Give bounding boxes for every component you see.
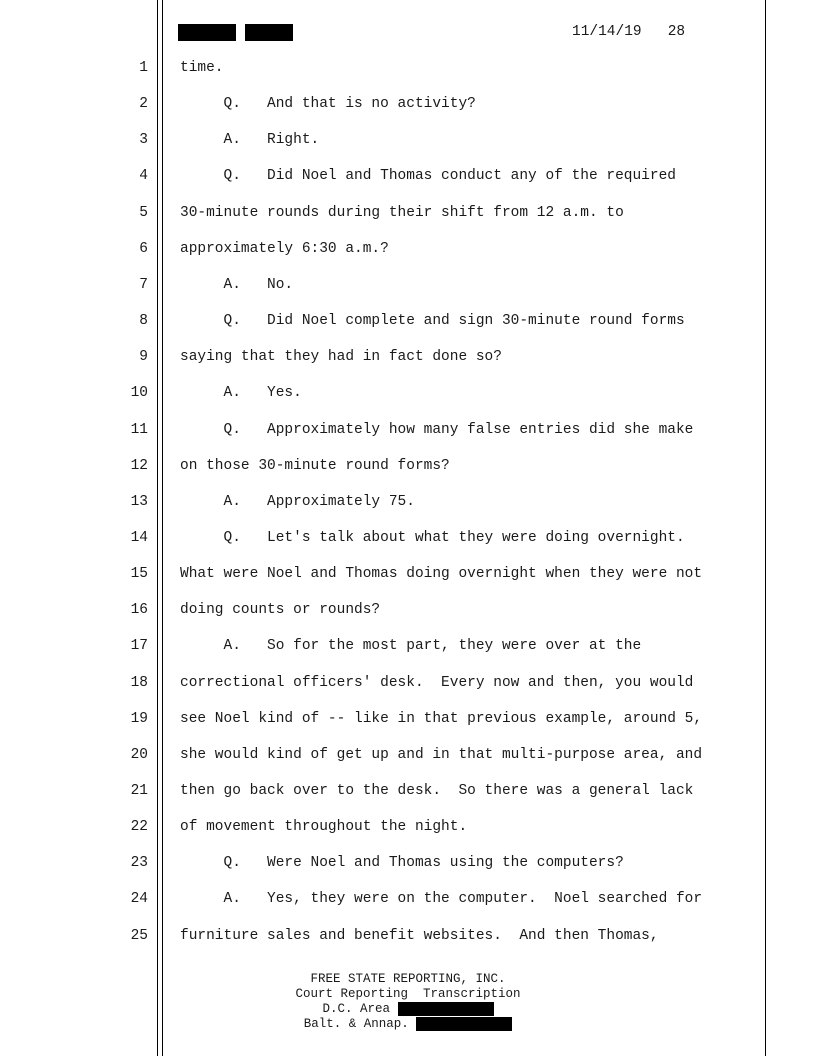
line-number: 17 bbox=[130, 638, 148, 654]
header-date: 11/14/19 bbox=[572, 24, 642, 40]
footer-company: FREE STATE REPORTING, INC. bbox=[310, 972, 506, 986]
line-number: 5 bbox=[139, 205, 148, 221]
transcript-line: A. Approximately 75. bbox=[180, 494, 415, 510]
line-number: 7 bbox=[139, 277, 148, 293]
line-number: 3 bbox=[139, 132, 148, 148]
transcript-line: Q. And that is no activity? bbox=[180, 96, 476, 112]
line-number: 4 bbox=[139, 168, 148, 184]
transcript-line: Q. Did Noel complete and sign 30-minute round forms bbox=[180, 313, 685, 329]
transcript-line: approximately 6:30 a.m.? bbox=[180, 241, 389, 257]
line-number: 15 bbox=[130, 566, 148, 582]
line-number: 6 bbox=[139, 241, 148, 257]
line-number: 10 bbox=[130, 385, 148, 401]
footer-balt-label: Balt. & Annap. bbox=[303, 1017, 409, 1031]
line-number: 20 bbox=[130, 747, 148, 763]
transcript-line: Q. Did Noel and Thomas conduct any of the required bbox=[180, 168, 676, 184]
transcript-line: time. bbox=[180, 60, 224, 76]
footer-balt-redaction bbox=[416, 1017, 512, 1031]
footer-dc-area bbox=[0, 1002, 816, 1016]
transcript-line: then go back over to the desk. So there was a general lack bbox=[180, 783, 694, 799]
transcript-line: correctional officers' desk. Every now and then, you would bbox=[180, 675, 694, 691]
transcript-line: A. So for the most part, they were over at the bbox=[180, 638, 642, 654]
transcript-line: saying that they had in fact done so? bbox=[180, 349, 502, 365]
transcript-line: doing counts or rounds? bbox=[180, 602, 381, 618]
line-number: 8 bbox=[139, 313, 148, 329]
transcript-line: Q. Approximately how many false entries did she make bbox=[180, 422, 694, 438]
transcript-line: A. Right. bbox=[180, 132, 320, 148]
transcript-line: Q. Were Noel and Thomas using the computers? bbox=[180, 855, 624, 871]
line-number: 25 bbox=[130, 928, 148, 944]
line-number: 12 bbox=[130, 458, 148, 474]
transcript-line: furniture sales and benefit websites. And then Thomas, bbox=[180, 928, 659, 944]
transcript-line: A. Yes. bbox=[180, 385, 302, 401]
transcript-line: Q. Let's talk about what they were doing overnight. bbox=[180, 530, 685, 546]
line-number: 16 bbox=[130, 602, 148, 618]
line-number: 23 bbox=[130, 855, 148, 871]
transcript-line: of movement throughout the night. bbox=[180, 819, 468, 835]
footer-dc-redaction bbox=[398, 1002, 494, 1016]
left-margin-rule-outer bbox=[157, 0, 158, 1056]
transcript-line: 30-minute rounds during their shift from 12 a.m. to bbox=[180, 205, 624, 221]
header-redaction-1 bbox=[178, 24, 236, 41]
transcript-line: A. No. bbox=[180, 277, 294, 293]
line-number: 19 bbox=[130, 711, 148, 727]
line-number: 18 bbox=[130, 675, 148, 691]
transcript-line: on those 30-minute round forms? bbox=[180, 458, 450, 474]
line-number: 22 bbox=[130, 819, 148, 835]
page-header bbox=[572, 24, 685, 40]
left-margin-rule-inner bbox=[162, 0, 163, 1056]
line-number: 14 bbox=[130, 530, 148, 546]
transcript-line: A. Yes, they were on the computer. Noel searched for bbox=[180, 891, 703, 907]
line-number: 2 bbox=[139, 96, 148, 112]
transcript-line: see Noel kind of -- like in that previous example, around 5, bbox=[180, 711, 703, 727]
line-number: 9 bbox=[139, 349, 148, 365]
footer-balt-area bbox=[0, 1017, 816, 1031]
header-redaction-2 bbox=[245, 24, 293, 41]
footer-services: Court Reporting Transcription bbox=[295, 987, 521, 1001]
line-number: 13 bbox=[130, 494, 148, 510]
line-number: 11 bbox=[130, 422, 148, 438]
line-number: 24 bbox=[130, 891, 148, 907]
footer-dc-label: D.C. Area bbox=[322, 1002, 390, 1016]
line-number: 1 bbox=[139, 60, 148, 76]
transcript-line: What were Noel and Thomas doing overnight when they were not bbox=[180, 566, 703, 582]
transcript-line: she would kind of get up and in that multi-purpose area, and bbox=[180, 747, 703, 763]
header-page-number: 28 bbox=[667, 24, 686, 40]
line-number: 21 bbox=[130, 783, 148, 799]
